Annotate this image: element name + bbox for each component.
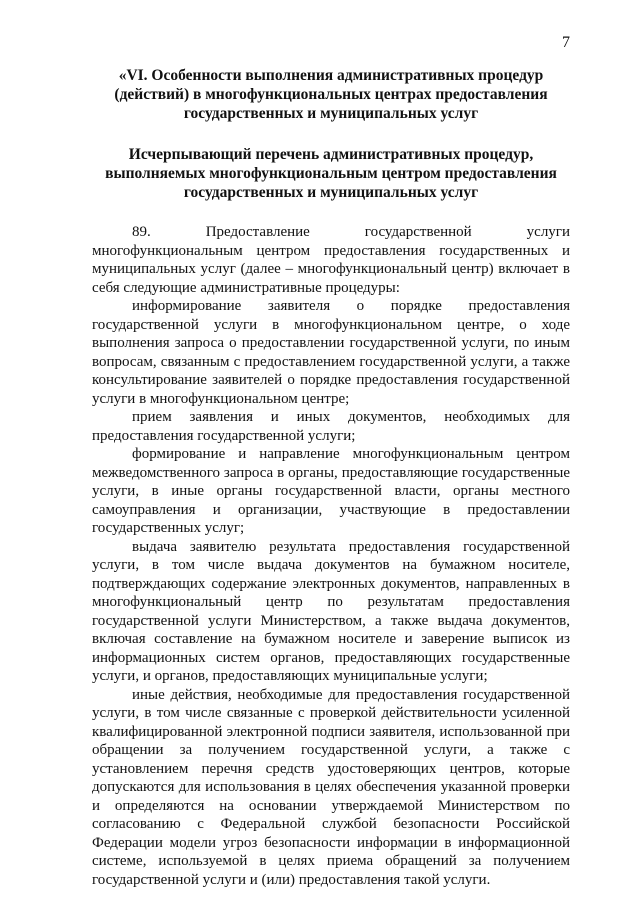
paragraph-reception: прием заявления и иных документов, необходимых для предоставления государственной услуги; <box>92 409 570 444</box>
paragraph-result-issuance: выдача заявителю результата предоставления государственной услуги, в том числе выдача документов на бумажном носителе, подтверждающих содержание электронных документов, направленных в многофункциональный центр по результатам предоставления государственной услуги Министерством, а также выдача документов, включая составление на бумажном носителе и заверение выписок из информационных систем органов, предоставляющих государственные услуги, и органов, предоставляющих муниципальные услуги; <box>92 538 570 684</box>
paragraph-informing: информирование заявителя о порядке предоставления государственной услуги в многофункциональном центре, о ходе выполнения запроса о предоставлении государственной услуги, по иным вопросам, связанным с предоставлением государственной услуги, а также консультирование заявителей о порядке предоставления государственной услуги в многофункциональном центре; <box>92 298 570 407</box>
section-title: «VI. Особенности выполнения административных процедур (действий) в многофункциональных центрах предоставления государственных и муниципальных услуг <box>114 67 548 122</box>
document-body <box>92 223 570 889</box>
paragraph-other-actions: иные действия, необходимые для предоставления государственной услуги, в том числе связанные с проверкой действительности усиленной квалифицированной электронной подписи заявителя, использованной при обращении за получением государственной услуги, а также с установлением перечня средств удостоверяющих центров, которые допускаются для использования в целях обеспечения указанной проверки и определяются на основании утверждаемой Министерством по согласованию с Федеральной службой безопасности Российской Федерации модели угроз безопасности информации в информационной системе, используемой в целях приема обращений за получением государственной услуги и (или) предоставления такой услуги. <box>92 686 570 888</box>
page-number: 7 <box>562 34 570 51</box>
document-page <box>92 66 570 889</box>
subsection-title: Исчерпывающий перечень административных процедур, выполняемых многофункциональным центром предоставления государственных и муниципальных услуг <box>105 146 557 201</box>
paragraph-interagency-request: формирование и направление многофункциональным центром межведомственного запроса в органы, предоставляющие государственные услуги, в иные органы государственной власти, органы местного самоуправления и организации, участвующие в предоставлении государственных услуг; <box>92 446 570 536</box>
paragraph-89-intro: 89. Предоставление государственной услуги многофункциональным центром предоставления государственных и муниципальных услуг (далее – многофункциональный центр) включает в себя следующие административные процедуры: <box>92 224 570 296</box>
